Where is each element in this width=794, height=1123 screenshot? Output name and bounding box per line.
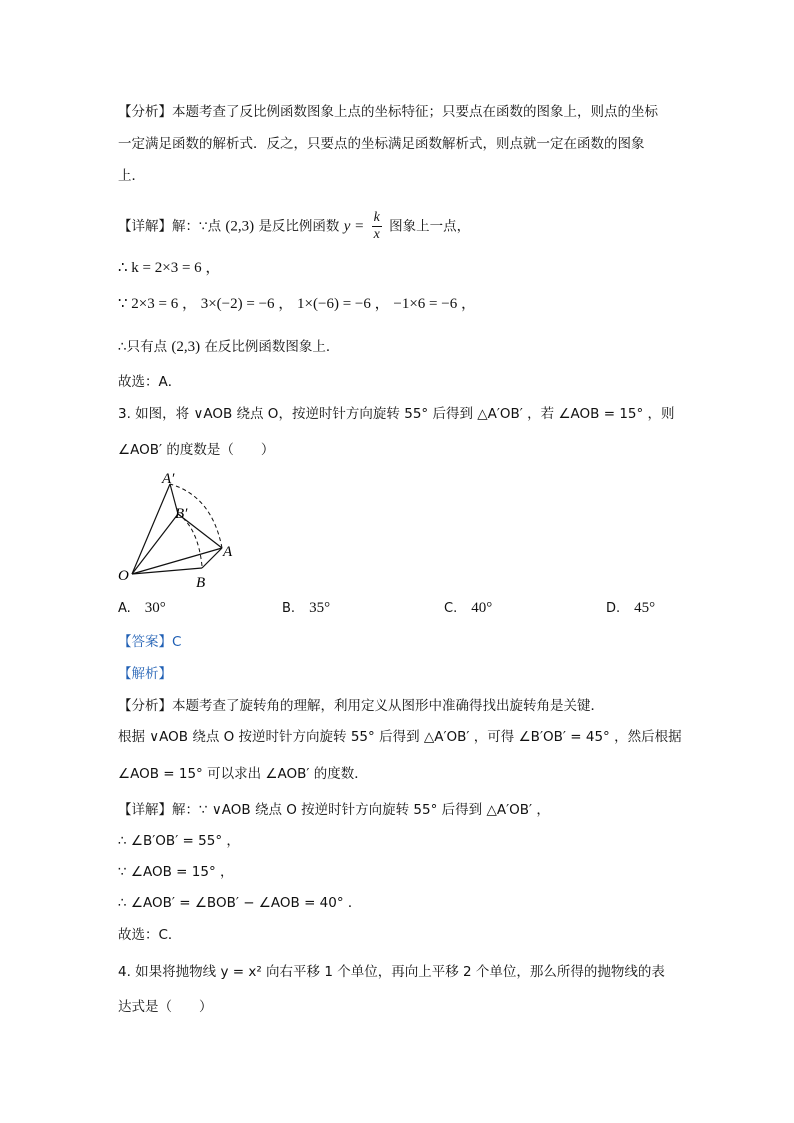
option-c [444, 600, 492, 617]
q3-analysis-line-2: 根据 ∨AOB 绕点 O 按逆时针方向旋转 55° 后得到 △A′OB′ ，可得 ∠B′OB′ = 45° ，然后根据 [118, 729, 682, 745]
fraction-numerator: k [373, 210, 380, 225]
q3-detail-line-4: ∴ ∠AOB′ = ∠BOB′ − ∠AOB = 40° ． [118, 895, 362, 911]
analysis-heading: 【解析】 [118, 666, 172, 682]
detail-line-5: 故选：A． [118, 374, 182, 390]
option-b-value: 35° [309, 600, 331, 616]
q3-detail-line-1: 【详解】解：∵ ∨AOB 绕点 O 按逆时针方向旋转 55° 后得到 △A′OB′ ， [118, 802, 550, 818]
label-o: O [118, 568, 129, 584]
detail-line-1-mid: 是反比例函数 [258, 218, 340, 235]
segment-o-a1 [132, 484, 170, 574]
point-2-3: (2,3) [225, 218, 255, 235]
q3-analysis-line-1: 【分析】本题考查了旋转角的理解，利用定义从图形中准确得找出旋转角是关键． [118, 698, 604, 714]
point-2-3-b: (2,3) [171, 339, 201, 355]
q3-analysis-line-3: ∠AOB = 15° 可以求出 ∠AOB′ 的度数． [118, 766, 368, 782]
detail-line-1 [118, 210, 470, 243]
option-a [118, 600, 166, 617]
q3-detail-line-5: 故选：C． [118, 927, 182, 943]
detail-line-4-post: 在反比例函数图象上． [204, 339, 340, 355]
detail-line-4 [118, 337, 339, 357]
option-a-value: 30° [144, 600, 166, 616]
label-b-prime: B′ [175, 506, 188, 522]
q3-line-1: 3. 如图，将 ∨AOB 绕点 O，按逆时针方向旋转 55° 后得到 △A′OB′ ，若 ∠AOB = 15° ，则 [118, 406, 675, 422]
detail-line-2: ∴ k = 2×3 = 6 ， [118, 260, 221, 276]
label-a: A [223, 544, 233, 560]
option-b [282, 600, 330, 617]
option-d-letter: D. [606, 601, 621, 616]
answer-label: 【答案】C [118, 634, 182, 650]
q3-detail-line-3: ∵ ∠AOB = 15° ， [118, 864, 234, 880]
option-d [606, 600, 655, 617]
label-a-prime: A′ [162, 471, 175, 487]
option-c-value: 40° [471, 600, 493, 616]
q4-line-2: 达式是（ ） [118, 999, 213, 1015]
fraction-denominator: x [373, 227, 380, 242]
detail-line-1-post: 图象上一点， [389, 218, 471, 235]
detail-line-1-pre: 【详解】解：∵点 [118, 218, 222, 235]
detail-line-4-pre: ∴只有点 [118, 339, 168, 355]
option-d-value: 45° [634, 600, 656, 616]
function-y: y = [343, 218, 365, 235]
option-c-letter: C. [444, 601, 458, 616]
analysis-line-2: 一定满足函数的解析式．反之，只要点的坐标满足函数解析式，则点就一定在函数的图象 [118, 136, 645, 152]
segment-o-b1 [132, 514, 178, 574]
option-a-letter: A. [118, 601, 131, 616]
detail-line-3: ∵ 2×3 = 6 ， 3×(−2) = −6 ， 1×(−6) = −6 ， −1×6 = −6 ， [118, 296, 476, 312]
fraction-k-over-x [372, 210, 382, 243]
q3-detail-line-2: ∴ ∠B′OB′ = 55° ， [118, 833, 240, 849]
rotation-figure [112, 470, 242, 592]
analysis-line-1: 【分析】本题考查了反比例函数图象上点的坐标特征；只要点在函数的图象上，则点的坐标 [118, 104, 658, 120]
analysis-line-3: 上． [118, 168, 145, 184]
option-b-letter: B. [282, 601, 296, 616]
q4-line-1: 4. 如果将抛物线 y = x² 向右平移 1 个单位，再向上平移 2 个单位，那么所得的抛物线的表 [118, 964, 665, 980]
q3-line-2: ∠AOB′ 的度数是（ ） [118, 442, 275, 458]
label-b: B [196, 575, 206, 591]
